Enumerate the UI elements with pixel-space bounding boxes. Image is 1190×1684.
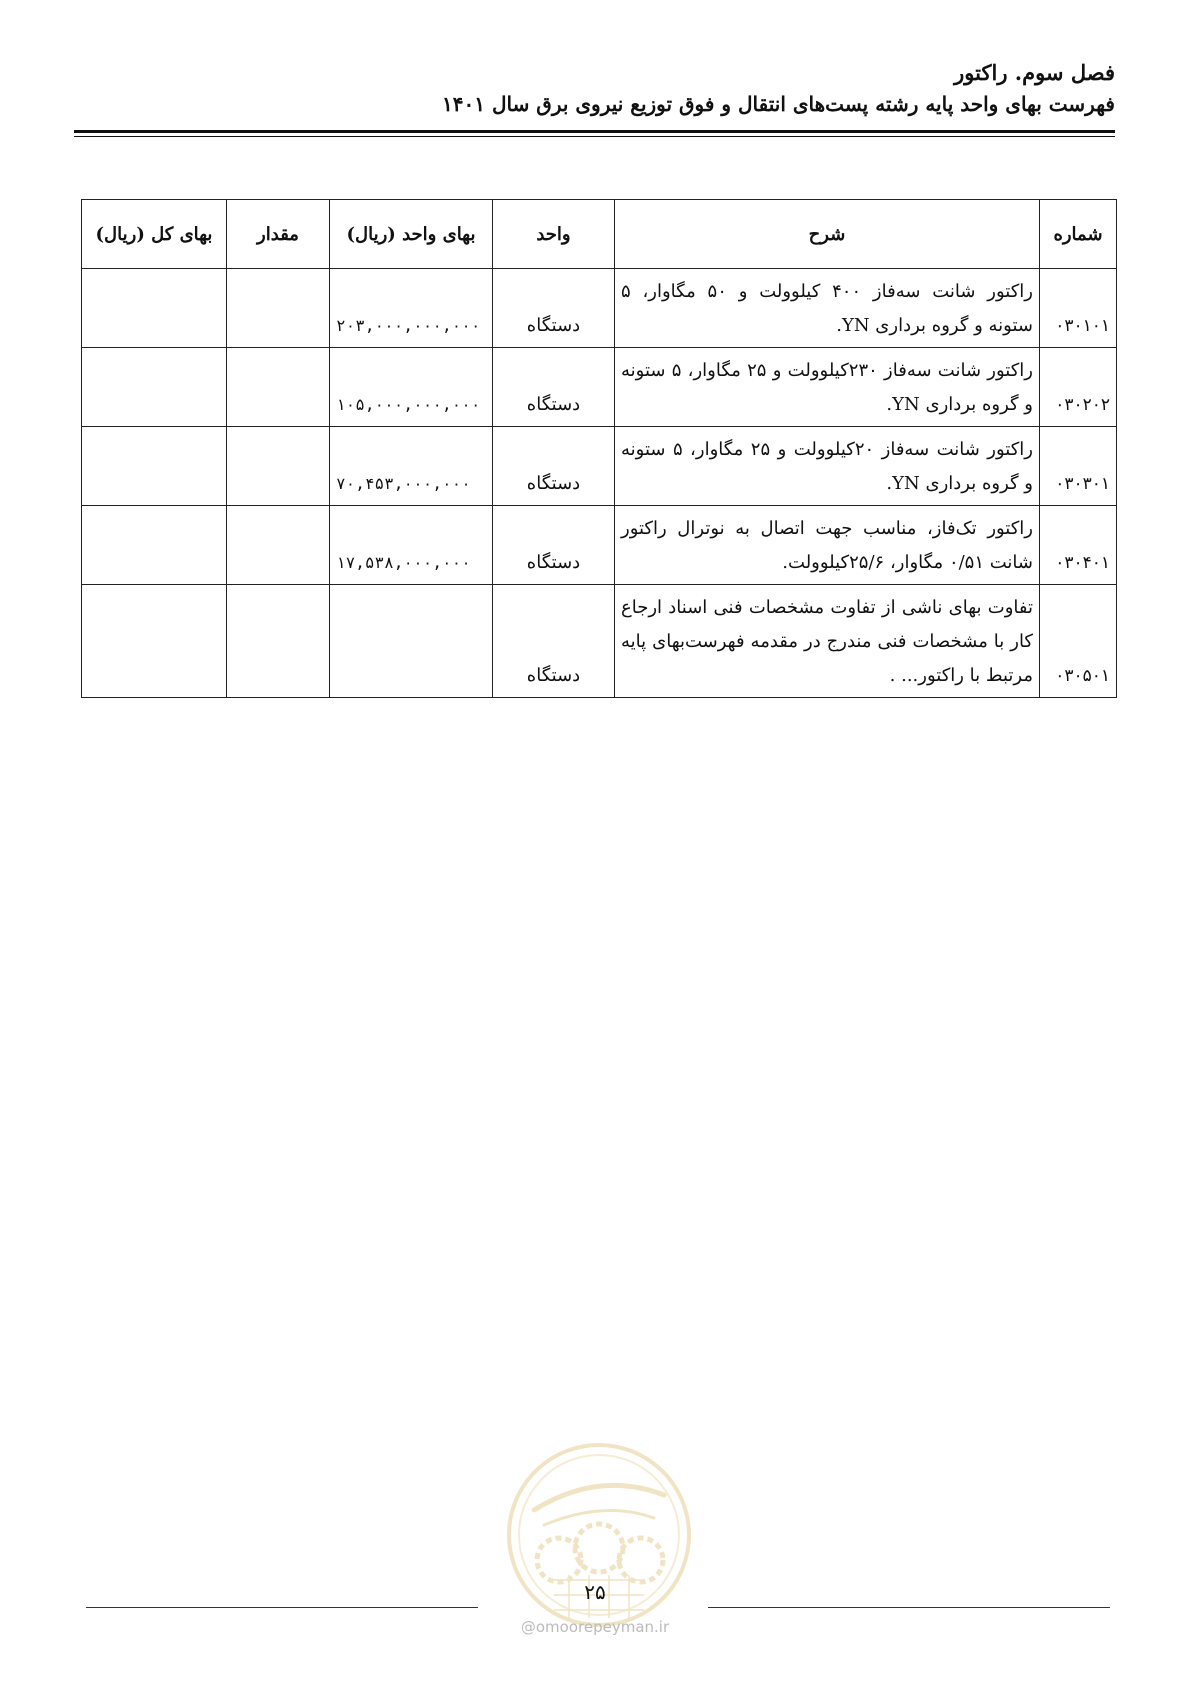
item-total-price bbox=[82, 427, 227, 506]
table-row bbox=[82, 348, 1117, 427]
col-header-quantity: مقدار bbox=[227, 200, 330, 269]
item-description: تفاوت بهای ناشی از تفاوت مشخصات فنی اسناد ارجاع کار با مشخصات فنی مندرج در مقدمه فهرست‌بهای پایه مرتبط با راکتور... . bbox=[615, 585, 1040, 698]
col-header-unit-price: بهای واحد (ریال) bbox=[330, 200, 493, 269]
table-row bbox=[82, 269, 1117, 348]
table-row bbox=[82, 427, 1117, 506]
item-unit: دستگاه bbox=[493, 506, 615, 585]
item-unit: دستگاه bbox=[493, 585, 615, 698]
col-header-number: شماره bbox=[1040, 200, 1117, 269]
item-quantity bbox=[227, 269, 330, 348]
table-row bbox=[82, 506, 1117, 585]
item-unit: دستگاه bbox=[493, 427, 615, 506]
item-quantity bbox=[227, 585, 330, 698]
document-title: فهرست بهای واحد پایه رشته پست‌های انتقال و فوق توزیع نیروی برق سال ۱۴۰۱ bbox=[442, 92, 1115, 116]
chapter-title: فصل سوم. راکتور bbox=[954, 60, 1115, 85]
header-rule-thick bbox=[74, 130, 1115, 133]
item-unit: دستگاه bbox=[493, 269, 615, 348]
footer-rule-left bbox=[86, 1607, 478, 1608]
item-quantity bbox=[227, 427, 330, 506]
price-table bbox=[81, 199, 1117, 698]
item-quantity bbox=[227, 506, 330, 585]
item-unit: دستگاه bbox=[493, 348, 615, 427]
footer-rule-right bbox=[708, 1607, 1110, 1608]
item-description: راکتور شانت سه‌فاز ۴۰۰ کیلوولت و ۵۰ مگاوار، ۵ ستونه و گروه برداری YN. bbox=[615, 269, 1040, 348]
col-header-unit: واحد bbox=[493, 200, 615, 269]
item-total-price bbox=[82, 585, 227, 698]
item-unit-price: ۱۷,۵۳۸,۰۰۰,۰۰۰ bbox=[330, 506, 493, 585]
item-description: راکتور شانت سه‌فاز ۲۰کیلوولت و ۲۵ مگاوار، ۵ ستونه و گروه برداری YN. bbox=[615, 427, 1040, 506]
table-header-row bbox=[82, 200, 1117, 269]
item-number: ۰۳۰۱۰۱ bbox=[1040, 269, 1117, 348]
table-row bbox=[82, 585, 1117, 698]
item-description: راکتور شانت سه‌فاز ۲۳۰کیلوولت و ۲۵ مگاوار، ۵ ستونه و گروه برداری YN. bbox=[615, 348, 1040, 427]
page-header bbox=[74, 58, 1115, 120]
item-total-price bbox=[82, 348, 227, 427]
item-number: ۰۳۰۵۰۱ bbox=[1040, 585, 1117, 698]
col-header-total-price: بهای کل (ریال) bbox=[82, 200, 227, 269]
item-number: ۰۳۰۳۰۱ bbox=[1040, 427, 1117, 506]
col-header-description: شرح bbox=[615, 200, 1040, 269]
item-number: ۰۳۰۲۰۲ bbox=[1040, 348, 1117, 427]
item-unit-price: ۱۰۵,۰۰۰,۰۰۰,۰۰۰ bbox=[330, 348, 493, 427]
item-total-price bbox=[82, 269, 227, 348]
item-total-price bbox=[82, 506, 227, 585]
item-number: ۰۳۰۴۰۱ bbox=[1040, 506, 1117, 585]
watermark-site: @omoorepeyman.ir bbox=[520, 1618, 670, 1636]
item-quantity bbox=[227, 348, 330, 427]
item-unit-price bbox=[330, 585, 493, 698]
item-description: راکتور تک‌فاز، مناسب جهت اتصال به نوترال راکتور شانت ۰/۵۱ مگاوار، ۲۵/۶کیلوولت. bbox=[615, 506, 1040, 585]
item-unit-price: ۲۰۳,۰۰۰,۰۰۰,۰۰۰ bbox=[330, 269, 493, 348]
page-number: ۲۵ bbox=[584, 1580, 606, 1604]
header-rule-thin bbox=[74, 136, 1115, 137]
item-unit-price: ۷۰,۴۵۳,۰۰۰,۰۰۰ bbox=[330, 427, 493, 506]
